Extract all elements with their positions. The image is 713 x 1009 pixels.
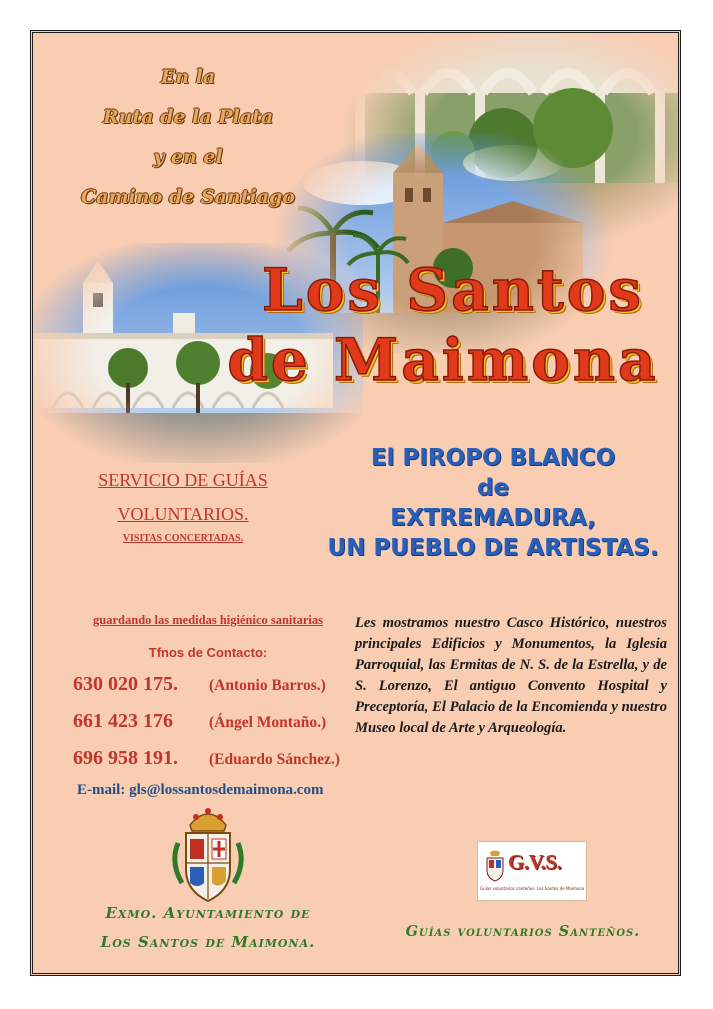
gvs-logo-subtitle: Guías voluntarios santeños. Los Santos de Maimona	[480, 886, 585, 891]
service-line-3: VISITAS CONCERTADAS.	[122, 533, 244, 544]
health-measures-note: guardando las medidas higiénico sanitarias	[93, 613, 323, 627]
service-line-1: SERVICIO DE GUÍAS	[98, 470, 268, 490]
phone-number[interactable]: 630 020 175.	[73, 673, 178, 695]
email-link[interactable]: E-mail: gls@lossantosdemaimona.com	[77, 782, 324, 798]
phone-contact-name: (Ángel Montaño.)	[209, 714, 327, 731]
gvs-shield-icon	[484, 850, 506, 882]
title-line-2: de Maimona	[227, 326, 659, 394]
slogan	[313, 443, 673, 563]
phone-contact-name: (Antonio Barros.)	[209, 677, 326, 694]
slogan-line: El PIROPO BLANCO	[370, 445, 616, 471]
slogan-line: de	[476, 475, 510, 501]
phone-contact-name: (Eduardo Sánchez.)	[209, 751, 340, 768]
guide-service	[73, 463, 293, 544]
slogan-line: UN PUEBLO DE ARTISTAS.	[327, 535, 659, 561]
phone-row	[73, 710, 363, 733]
route-line: Ruta de la Plata	[102, 106, 274, 128]
council-line: Exmo. Ayuntamiento de	[105, 904, 311, 922]
town-council-credit	[73, 899, 343, 957]
town-title	[227, 255, 673, 395]
route-line: y en el	[153, 146, 223, 168]
route-line: Camino de Santiago	[81, 186, 295, 208]
phone-row	[73, 673, 363, 696]
council-line: Los Santos de Maimona.	[100, 933, 316, 951]
gvs-logo	[477, 841, 587, 901]
route-text	[73, 57, 303, 217]
description-text: Les mostramos nuestro Casco Histórico, nuestros principales Edificios y Monumentos, la Iglesia Parroquial, las Ermitas de N. S. de la Estrella, y de S. Lorenzo, El antiguo Convento Hospital y Preceptoría, El Palacio de la Encomienda y nuestro Museo local de Arte y Arqueología.	[355, 615, 667, 736]
service-line-2: VOLUNTARIOS.	[117, 504, 249, 524]
route-line: En la	[160, 66, 216, 88]
slogan-line: EXTREMADURA,	[390, 505, 596, 531]
coat-of-arms-icon	[168, 803, 248, 908]
volunteer-guides-credit: Guías voluntarios Santeños.	[405, 923, 641, 940]
contact-title: Tfnos de Contacto:	[148, 645, 268, 660]
phone-number[interactable]: 696 958 191.	[73, 747, 178, 769]
phone-row	[73, 747, 363, 770]
phone-number[interactable]: 661 423 176	[73, 710, 173, 732]
title-line-1: Los Santos	[261, 256, 645, 324]
poster	[30, 30, 681, 976]
gvs-logo-text: G.V.S.	[508, 850, 562, 874]
